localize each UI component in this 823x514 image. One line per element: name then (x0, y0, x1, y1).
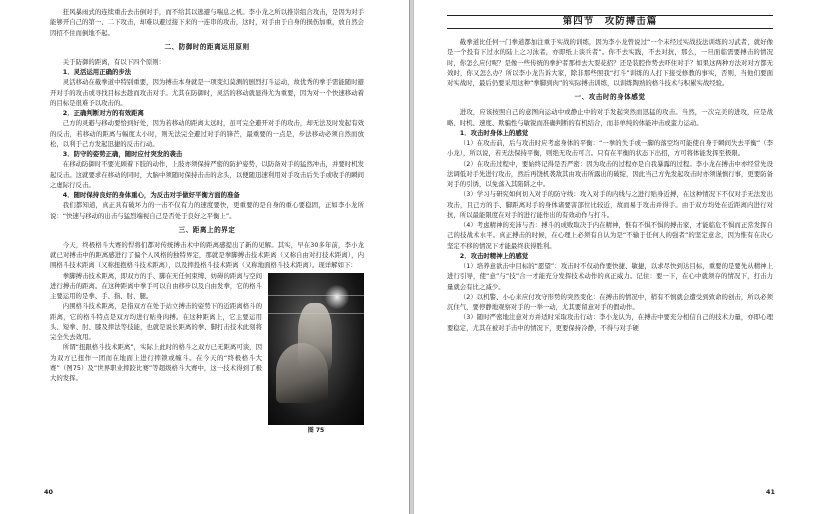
section-heading-attack-feel: 一、攻击时的身体感觉 (574, 93, 646, 102)
principle-3-body: 在移动防御时不要光顾着下肢的动作，上肢亦须保持严密的防护姿势，以防备对手的猛然冲击，并要时机发起反击。这就要求在移动的同时，大脑中须随时保持击击的念头，以便随迅速利用对手攻击后失手或收手的瞬间之虚际行反击。 (50, 160, 364, 189)
distance-paragraph-4: 所谓“扭跟格斗技术距离”，实际上此时的格斗之双方已无距离可谈，因为双方已扭作一团而在地面上进行摔锁或缠斗。在今天的“终极格斗大赛”（图75）及“世界职业摔跤比赛”等超级格斗大赛中，这一技术得到了极大的发挥。 (50, 343, 262, 382)
figure-caption: 图 75 (307, 426, 325, 434)
principle-1-body: 灵活移动在截拳道中特别重要，因为搏击本身就是一项变幻莫测的剧烈打斗运动，故优秀的拳手需能随时避开对手的攻击或寻找目标去趁而攻击对手。尤其在防御时，灵活的移动就显得尤为重要，因为对一个快速移动着的目标是很难予以攻击的。 (50, 78, 364, 107)
principle-4-body: 我们都知道，真正具有破坏力的一击不仅有力的速度要快，更重要的是自身的重心要稳固，正如李小龙所说：“快速与移动的出击与猛烈端视自己是否处于良好之平衡上”。 (50, 201, 364, 220)
body-feel-item-1: （1）在攻击前，后与攻击时应考虑身体的平衡：“一拳的失手或一脚的落空均可能使自身于瞬间失去平衡”（李小龙），所以说，若无法保持平衡，则绝无攻击可言。只有在平衡的状态下出招，方可将体能发挥至极限。 (447, 139, 773, 158)
mental-feel-item-2: （2）以机警、小心来应付攻守形势的突然变化：在搏击的情况中，稍有不慎就会遭受到致命的创击，所以必须沉住气，要停静地观察对手的一举一动，尤其要留意对手的假动作。 (447, 292, 773, 311)
body-feel-title: 1．攻击时身体上的感觉 (459, 128, 529, 137)
principle-2-body: 己方的灵避与移动要恰到好处，因为若移动的距离太远时，虽可完全避开对手的攻击，却无法及时发起有效的反击，若移动的距离与幅度太小时，则无法完全避过对手的锋芒，最重要的一点是，步法移动必须自然而放松，以利于己方发起迅捷的反击行动。 (50, 119, 364, 148)
principle-3-title: 3．防守的姿势正确，随时应付突发的袭击 (62, 150, 183, 158)
section-heading-distance-definition: 三、距离上的界定 (178, 225, 236, 234)
principle-4-title: 4．随时保持良好的身体重心，为反击对手做好平衡方面的准备 (62, 191, 240, 199)
section-lead: 关于防御的距离，有以下四个原则： (62, 57, 166, 66)
chapter-intro-paragraph: 截拳道比任何一门拳道都加注重于实战的训练，因为李小龙曾说过“一个未经过实战技法训练的习武者，就好像是一个投有下过水的陆上之习泳者，亦即纸上谈兵者”。你不去实践，不去对抗，那么，一旦面临需要搏击的情况时，你怎么应付呢？是像一些传统的拳护者那样去大耍花招？还是装腔作势去吓住对手？如果这两种方法对对方都无效时，你又怎么办？所以李小龙告诉大家，除非那些照我“打斗”训练的人打下接受修教的事实，否则，当他们要面对实战时，最后仍要采用这种“拳脚到肉”的实际搏击训练，以训练陶熟的格斗技术与积累实战经验。 (447, 38, 773, 87)
mental-feel-item-1: （1）培养意欲击中目标的“愿望”：攻击时不仅动作要快捷、敏捷，以求尽快到达目标，重要的是要先从精神上进行引导，使“意”与“技”合一才能充分发挥技术动作的真正威力。记住：要一下，在心中就须存的情况下，打击力量就会有比之减少。 (447, 262, 773, 291)
distance-paragraph-3: 内围格斗技术距离，是指双方在处于站立搏击的姿势下的近距离格斗的距离，它的格斗特点是双方均进行贴身肉搏。在这种距离上，它主要运用头、短拳、肘、膝及摔法等技能，也就是说长距离的拳、脚打击技术此刻将完全失去效用。 (50, 302, 262, 341)
body-feel-item-3: （3）学习与研究如何切入对手的防守线：攻入对手的内线与之进行贴身近搏，在这种情况下不仅对手无法发出攻击，且己方的手、脚距离对手的身体诸要害部位比较近，故而易于攻击并得手。由于双方均处在近距离内进行对抗，所以最能限度在对手的进行能作出的有效动作与打斗。 (447, 190, 773, 219)
body-feel-item-2: （2）在攻击过程中，要始终记得是否严密：因为攻击的过程亦是自我暴露的过程。李小龙在搏击中亦经常先设法调低对手先进行攻击，然后再饶机袭敌其由攻击所露出的破绽，因此当己方先发起攻击时亦须谨慎行事，更要防备对手的引诱，以免落入其陷阱之中。 (447, 159, 773, 188)
principle-1-title: 1．灵活运用正确的步法 (62, 68, 132, 76)
distance-paragraph-1: 今天，终极格斗大赛的悍将们都对传统搏击术中的距离感提出了新的见解。其实，早在30多年前，李小龙就已对搏击中的距离感进行了偏个人风格的独特界定，那就是拳脚搏击技术距离（又称自由对打技术距离），内围格斗技术距离（又称扭抱格斗技术距离），以及摔投格斗技术距离（又称地面格斗技术距离）。现详解如下： (50, 240, 364, 270)
attack-intro-paragraph: 进攻，应该按照自己的意图向运动中或静止中的对手发起突然而迅猛的攻击。当然，一次完美的进攻，应是战略、时机、速度、欺骗性与敏锐而准确判断的有机结合，而非单纯的体能冲击或蛮力运动。 (447, 108, 773, 127)
page-number-left: 40 (44, 488, 53, 496)
distance-paragraph-2: 拳脚搏击技术距离，即双方的手、脚在无任何束缚、妨碍的距离与空间进行搏击的距离。在这种距离中拳手可以自由移步以及自由发拳，它的格斗主要运用的是拳、手、指、肘、腿。 (50, 271, 262, 300)
mental-feel-item-3: （3）随时严密地注意对方并适时采取攻击行动：李小龙认为，在搏击中要充分相信自己的技术力量，亦即心理要稳定，尤其在被对手击中的情况下，更要保持冷静，不得与对手硬 (447, 313, 773, 332)
chapter-heading: 第四节 攻防搏击篇 (447, 15, 773, 29)
section-heading-defense-distance: 二、防御时的距离运用原则 (164, 42, 250, 51)
figure-75 (268, 273, 364, 435)
mental-feel-title: 2．攻击时精神上的感觉 (459, 251, 529, 260)
page-number-right: 41 (766, 488, 775, 496)
principle-2-title: 2．正确判断对方的有效距离 (62, 109, 144, 117)
fight-photo (268, 273, 364, 425)
right-text-column (447, 7, 773, 333)
left-text-column (50, 7, 364, 435)
body-feel-item-4: （4）考虑精神的充沛与否：搏斗的成败取决于内在精神，惟有不惧不惧的搏击家，才能临危不惧而正常发挥自己的技战术水平。真正搏击的时候，在心理上必须有自认为是“不输于任何人的强者”的坚定意念，因为惟有在决心坚定不移的情况下才能最终获得胜利。 (447, 221, 773, 250)
left-page (0, 0, 409, 514)
intro-paragraph: 狂风暴雨式的连续重击去击倒对手，而不给其以逃避与喘息之机。李小龙之所以推崇组合攻击，是因为对手能够开自己的第一、二下攻击，却难以避过接下来的一连串的攻击，这时，对手由于自身的损伤加重，放自然会因招不住而倒地不起。 (50, 8, 364, 37)
right-page (414, 0, 823, 514)
